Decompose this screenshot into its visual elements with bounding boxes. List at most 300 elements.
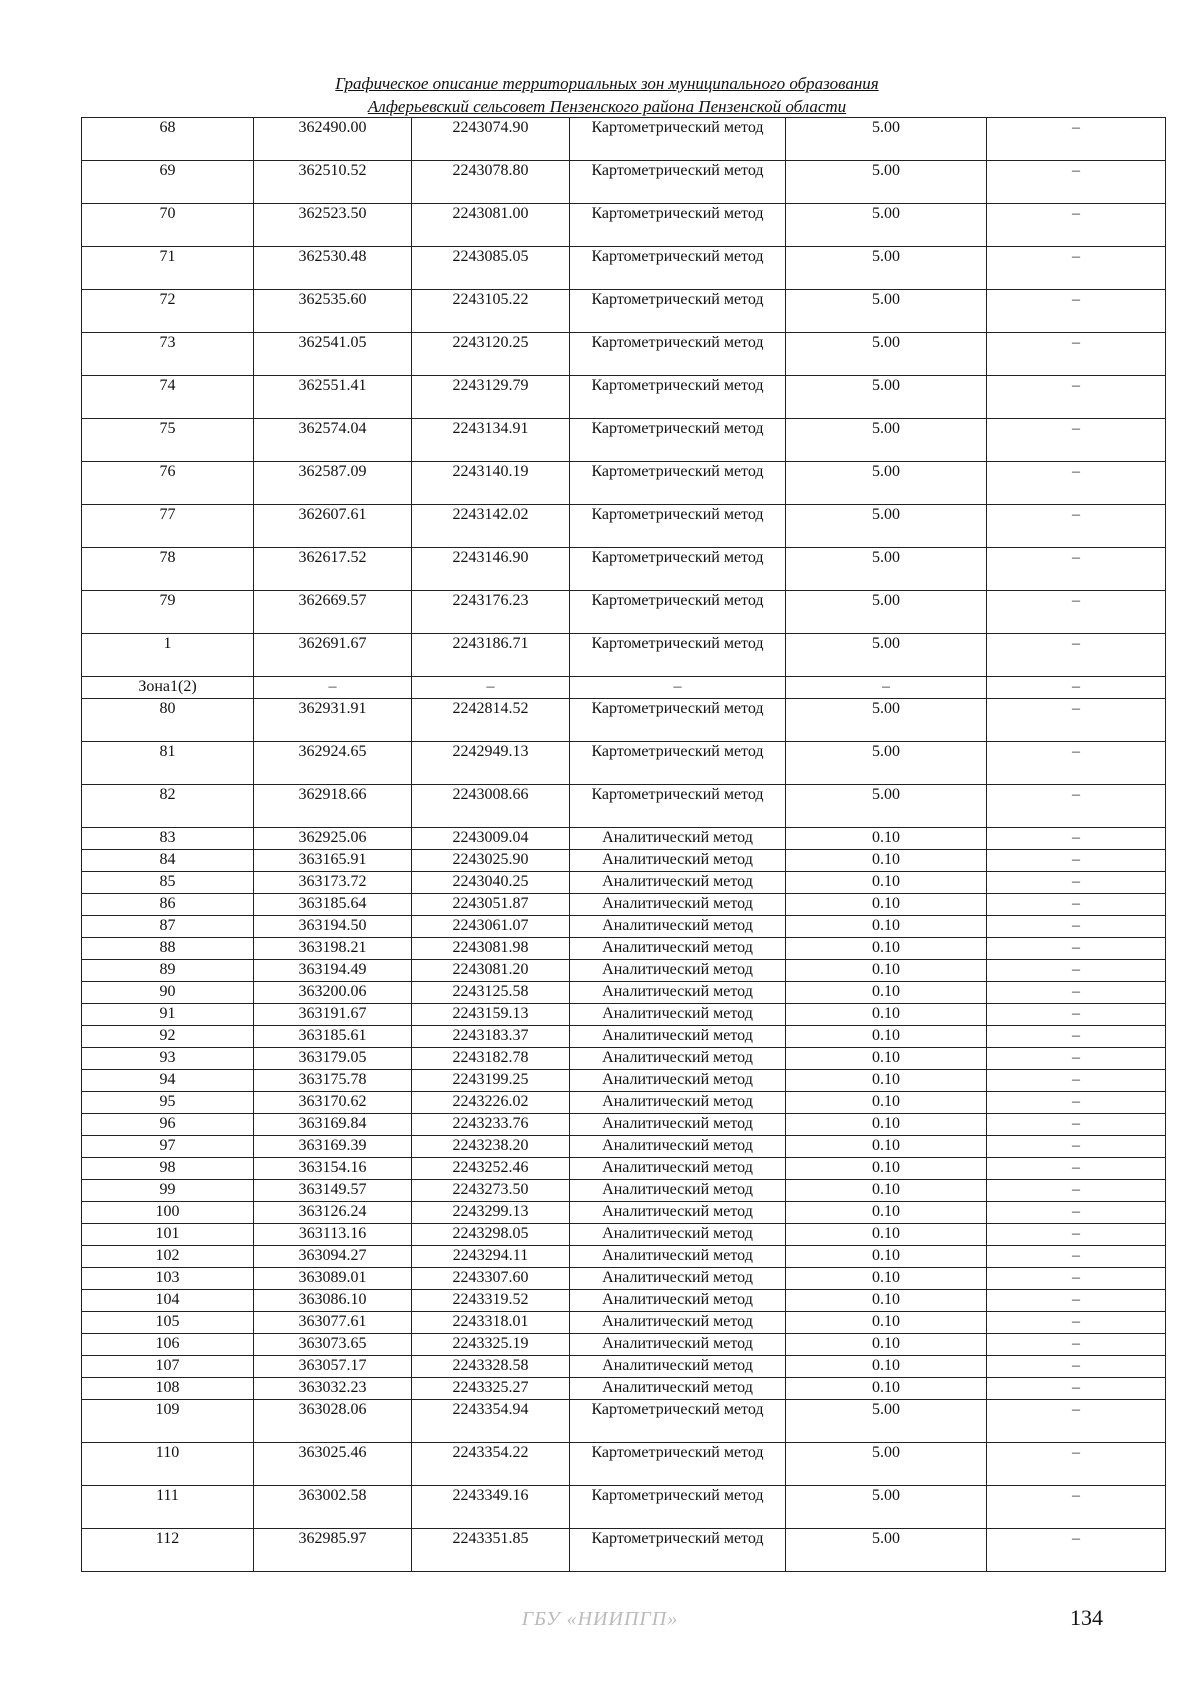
- y-coordinate-cell: 2243134.91: [412, 419, 570, 462]
- method-cell: Аналитический метод: [570, 1290, 786, 1312]
- description-cell: –: [987, 1378, 1166, 1400]
- y-coordinate-cell: 2243081.98: [412, 938, 570, 960]
- description-cell: –: [987, 1268, 1166, 1290]
- x-coordinate-cell: 362617.52: [254, 548, 412, 591]
- table-row: [82, 1004, 1166, 1026]
- y-coordinate-cell: 2243105.22: [412, 290, 570, 333]
- method-cell: Картометрический метод: [570, 785, 786, 828]
- x-coordinate-cell: 362574.04: [254, 419, 412, 462]
- method-cell: Картометрический метод: [570, 247, 786, 290]
- x-coordinate-cell: 363198.21: [254, 938, 412, 960]
- description-cell: –: [987, 1312, 1166, 1334]
- description-cell: –: [987, 548, 1166, 591]
- y-coordinate-cell: 2243299.13: [412, 1202, 570, 1224]
- method-cell: Картометрический метод: [570, 204, 786, 247]
- accuracy-cell: 5.00: [786, 591, 987, 634]
- description-cell: –: [987, 1356, 1166, 1378]
- description-cell: –: [987, 1443, 1166, 1486]
- y-coordinate-cell: 2243081.20: [412, 960, 570, 982]
- accuracy-cell: 5.00: [786, 548, 987, 591]
- method-cell: Аналитический метод: [570, 1356, 786, 1378]
- y-coordinate-cell: 2243325.19: [412, 1334, 570, 1356]
- point-number-cell: 83: [82, 828, 254, 850]
- description-cell: –: [987, 699, 1166, 742]
- accuracy-cell: 5.00: [786, 376, 987, 419]
- zone-separator-row: [82, 677, 1166, 699]
- point-number-cell: 81: [82, 742, 254, 785]
- method-cell: Картометрический метод: [570, 591, 786, 634]
- accuracy-cell: 0.10: [786, 1048, 987, 1070]
- description-cell: –: [987, 677, 1166, 699]
- table-row: [82, 1290, 1166, 1312]
- accuracy-cell: 0.10: [786, 828, 987, 850]
- x-coordinate-cell: 362530.48: [254, 247, 412, 290]
- x-coordinate-cell: 363173.72: [254, 872, 412, 894]
- method-cell: Аналитический метод: [570, 916, 786, 938]
- point-number-cell: 92: [82, 1026, 254, 1048]
- x-coordinate-cell: 362918.66: [254, 785, 412, 828]
- description-cell: –: [987, 1158, 1166, 1180]
- x-coordinate-cell: 363113.16: [254, 1224, 412, 1246]
- method-cell: Аналитический метод: [570, 1202, 786, 1224]
- method-cell: Аналитический метод: [570, 1268, 786, 1290]
- table-row: [82, 1486, 1166, 1529]
- point-number-cell: 76: [82, 462, 254, 505]
- x-coordinate-cell: 363200.06: [254, 982, 412, 1004]
- table-row: [82, 785, 1166, 828]
- y-coordinate-cell: 2243183.37: [412, 1026, 570, 1048]
- accuracy-cell: 0.10: [786, 1202, 987, 1224]
- x-coordinate-cell: 363025.46: [254, 1443, 412, 1486]
- accuracy-cell: 5.00: [786, 1400, 987, 1443]
- point-number-cell: 70: [82, 204, 254, 247]
- accuracy-cell: 5.00: [786, 1529, 987, 1572]
- y-coordinate-cell: 2243081.00: [412, 204, 570, 247]
- method-cell: Аналитический метод: [570, 1048, 786, 1070]
- description-cell: –: [987, 419, 1166, 462]
- method-cell: Картометрический метод: [570, 699, 786, 742]
- description-cell: –: [987, 1246, 1166, 1268]
- y-coordinate-cell: 2243125.58: [412, 982, 570, 1004]
- accuracy-cell: 0.10: [786, 938, 987, 960]
- x-coordinate-cell: 363191.67: [254, 1004, 412, 1026]
- x-coordinate-cell: 363057.17: [254, 1356, 412, 1378]
- x-coordinate-cell: 362607.61: [254, 505, 412, 548]
- y-coordinate-cell: 2243176.23: [412, 591, 570, 634]
- y-coordinate-cell: 2243354.22: [412, 1443, 570, 1486]
- table-row: [82, 1224, 1166, 1246]
- description-cell: –: [987, 1136, 1166, 1158]
- point-number-cell: 85: [82, 872, 254, 894]
- table-row: [82, 982, 1166, 1004]
- point-number-cell: Зона1(2): [82, 677, 254, 699]
- point-number-cell: 84: [82, 850, 254, 872]
- accuracy-cell: 0.10: [786, 1136, 987, 1158]
- table-row: [82, 1048, 1166, 1070]
- point-number-cell: 98: [82, 1158, 254, 1180]
- description-cell: –: [987, 333, 1166, 376]
- point-number-cell: 82: [82, 785, 254, 828]
- method-cell: –: [570, 677, 786, 699]
- description-cell: –: [987, 1400, 1166, 1443]
- x-coordinate-cell: 362490.00: [254, 118, 412, 161]
- point-number-cell: 73: [82, 333, 254, 376]
- method-cell: Аналитический метод: [570, 1378, 786, 1400]
- accuracy-cell: 0.10: [786, 916, 987, 938]
- point-number-cell: 86: [82, 894, 254, 916]
- method-cell: Аналитический метод: [570, 850, 786, 872]
- y-coordinate-cell: 2243142.02: [412, 505, 570, 548]
- y-coordinate-cell: 2243298.05: [412, 1224, 570, 1246]
- table-row: [82, 960, 1166, 982]
- y-coordinate-cell: 2243182.78: [412, 1048, 570, 1070]
- accuracy-cell: 5.00: [786, 290, 987, 333]
- y-coordinate-cell: 2243319.52: [412, 1290, 570, 1312]
- accuracy-cell: 0.10: [786, 872, 987, 894]
- point-number-cell: 71: [82, 247, 254, 290]
- footer-organization: ГБУ «НИИПГП»: [521, 1608, 679, 1630]
- point-number-cell: 101: [82, 1224, 254, 1246]
- point-number-cell: 104: [82, 1290, 254, 1312]
- point-number-cell: 69: [82, 161, 254, 204]
- method-cell: Аналитический метод: [570, 938, 786, 960]
- point-number-cell: 79: [82, 591, 254, 634]
- x-coordinate-cell: 362551.41: [254, 376, 412, 419]
- accuracy-cell: 0.10: [786, 960, 987, 982]
- method-cell: Картометрический метод: [570, 419, 786, 462]
- accuracy-cell: 5.00: [786, 118, 987, 161]
- point-number-cell: 96: [82, 1114, 254, 1136]
- x-coordinate-cell: 362541.05: [254, 333, 412, 376]
- description-cell: –: [987, 247, 1166, 290]
- point-number-cell: 110: [82, 1443, 254, 1486]
- point-number-cell: 97: [82, 1136, 254, 1158]
- accuracy-cell: 0.10: [786, 1026, 987, 1048]
- y-coordinate-cell: 2243307.60: [412, 1268, 570, 1290]
- method-cell: Аналитический метод: [570, 1070, 786, 1092]
- accuracy-cell: 0.10: [786, 1004, 987, 1026]
- x-coordinate-cell: 363086.10: [254, 1290, 412, 1312]
- table-row: [82, 894, 1166, 916]
- x-coordinate-cell: 363077.61: [254, 1312, 412, 1334]
- y-coordinate-cell: 2243199.25: [412, 1070, 570, 1092]
- point-number-cell: 90: [82, 982, 254, 1004]
- document-title-line-2: Алферьевский сельсовет Пензенского района Пензенской области: [367, 97, 847, 116]
- table-row: [82, 1136, 1166, 1158]
- x-coordinate-cell: 363154.16: [254, 1158, 412, 1180]
- accuracy-cell: 0.10: [786, 1312, 987, 1334]
- y-coordinate-cell: 2243129.79: [412, 376, 570, 419]
- point-number-cell: 105: [82, 1312, 254, 1334]
- description-cell: –: [987, 161, 1166, 204]
- table-row: [82, 916, 1166, 938]
- x-coordinate-cell: 362925.06: [254, 828, 412, 850]
- table-row: [82, 1312, 1166, 1334]
- point-number-cell: 106: [82, 1334, 254, 1356]
- point-number-cell: 108: [82, 1378, 254, 1400]
- accuracy-cell: 0.10: [786, 1224, 987, 1246]
- table-row: [82, 333, 1166, 376]
- y-coordinate-cell: –: [412, 677, 570, 699]
- description-cell: –: [987, 1529, 1166, 1572]
- y-coordinate-cell: 2243226.02: [412, 1092, 570, 1114]
- y-coordinate-cell: 2242949.13: [412, 742, 570, 785]
- y-coordinate-cell: 2243074.90: [412, 118, 570, 161]
- accuracy-cell: 0.10: [786, 1378, 987, 1400]
- point-number-cell: 91: [82, 1004, 254, 1026]
- table-row: [82, 161, 1166, 204]
- point-number-cell: 111: [82, 1486, 254, 1529]
- accuracy-cell: 0.10: [786, 1092, 987, 1114]
- method-cell: Аналитический метод: [570, 1312, 786, 1334]
- point-number-cell: 72: [82, 290, 254, 333]
- method-cell: Картометрический метод: [570, 118, 786, 161]
- accuracy-cell: 0.10: [786, 1114, 987, 1136]
- accuracy-cell: 5.00: [786, 333, 987, 376]
- table-row: [82, 290, 1166, 333]
- description-cell: –: [987, 850, 1166, 872]
- point-number-cell: 103: [82, 1268, 254, 1290]
- table-row: [82, 1158, 1166, 1180]
- x-coordinate-cell: 362924.65: [254, 742, 412, 785]
- method-cell: Картометрический метод: [570, 505, 786, 548]
- method-cell: Аналитический метод: [570, 960, 786, 982]
- method-cell: Картометрический метод: [570, 376, 786, 419]
- description-cell: –: [987, 462, 1166, 505]
- description-cell: –: [987, 1026, 1166, 1048]
- y-coordinate-cell: 2243140.19: [412, 462, 570, 505]
- accuracy-cell: 5.00: [786, 785, 987, 828]
- table-row: [82, 505, 1166, 548]
- description-cell: –: [987, 916, 1166, 938]
- page-number: 134: [1070, 1605, 1103, 1630]
- description-cell: –: [987, 1180, 1166, 1202]
- point-number-cell: 74: [82, 376, 254, 419]
- y-coordinate-cell: 2243349.16: [412, 1486, 570, 1529]
- x-coordinate-cell: 362669.57: [254, 591, 412, 634]
- description-cell: –: [987, 591, 1166, 634]
- y-coordinate-cell: 2243351.85: [412, 1529, 570, 1572]
- y-coordinate-cell: 2243146.90: [412, 548, 570, 591]
- description-cell: –: [987, 938, 1166, 960]
- method-cell: Аналитический метод: [570, 1136, 786, 1158]
- point-number-cell: 77: [82, 505, 254, 548]
- y-coordinate-cell: 2243252.46: [412, 1158, 570, 1180]
- x-coordinate-cell: 362587.09: [254, 462, 412, 505]
- x-coordinate-cell: –: [254, 677, 412, 699]
- method-cell: Аналитический метод: [570, 1026, 786, 1048]
- y-coordinate-cell: 2243120.25: [412, 333, 570, 376]
- table-row: [82, 1114, 1166, 1136]
- description-cell: –: [987, 505, 1166, 548]
- table-row: [82, 634, 1166, 677]
- point-number-cell: 93: [82, 1048, 254, 1070]
- description-cell: –: [987, 1334, 1166, 1356]
- point-number-cell: 89: [82, 960, 254, 982]
- method-cell: Картометрический метод: [570, 290, 786, 333]
- method-cell: Картометрический метод: [570, 462, 786, 505]
- accuracy-cell: 5.00: [786, 699, 987, 742]
- point-number-cell: 1: [82, 634, 254, 677]
- x-coordinate-cell: 363002.58: [254, 1486, 412, 1529]
- accuracy-cell: 5.00: [786, 1486, 987, 1529]
- table-row: [82, 699, 1166, 742]
- point-number-cell: 75: [82, 419, 254, 462]
- table-row: [82, 828, 1166, 850]
- x-coordinate-cell: 363194.49: [254, 960, 412, 982]
- y-coordinate-cell: 2243328.58: [412, 1356, 570, 1378]
- x-coordinate-cell: 363149.57: [254, 1180, 412, 1202]
- method-cell: Аналитический метод: [570, 872, 786, 894]
- description-cell: –: [987, 1048, 1166, 1070]
- method-cell: Картометрический метод: [570, 548, 786, 591]
- y-coordinate-cell: 2243318.01: [412, 1312, 570, 1334]
- method-cell: Картометрический метод: [570, 1529, 786, 1572]
- y-coordinate-cell: 2243325.27: [412, 1378, 570, 1400]
- method-cell: Аналитический метод: [570, 894, 786, 916]
- x-coordinate-cell: 362510.52: [254, 161, 412, 204]
- description-cell: –: [987, 982, 1166, 1004]
- accuracy-cell: 5.00: [786, 1443, 987, 1486]
- accuracy-cell: 0.10: [786, 850, 987, 872]
- point-number-cell: 87: [82, 916, 254, 938]
- x-coordinate-cell: 363170.62: [254, 1092, 412, 1114]
- table-row: [82, 1356, 1166, 1378]
- description-cell: –: [987, 785, 1166, 828]
- y-coordinate-cell: 2243233.76: [412, 1114, 570, 1136]
- point-number-cell: 102: [82, 1246, 254, 1268]
- accuracy-cell: 0.10: [786, 1268, 987, 1290]
- description-cell: –: [987, 1114, 1166, 1136]
- accuracy-cell: 0.10: [786, 1246, 987, 1268]
- x-coordinate-cell: 362523.50: [254, 204, 412, 247]
- description-cell: –: [987, 1202, 1166, 1224]
- description-cell: –: [987, 1004, 1166, 1026]
- x-coordinate-cell: 363185.61: [254, 1026, 412, 1048]
- description-cell: –: [987, 204, 1166, 247]
- table-row: [82, 118, 1166, 161]
- method-cell: Аналитический метод: [570, 982, 786, 1004]
- y-coordinate-cell: 2243354.94: [412, 1400, 570, 1443]
- description-cell: –: [987, 1290, 1166, 1312]
- x-coordinate-cell: 363194.50: [254, 916, 412, 938]
- table-row: [82, 1092, 1166, 1114]
- y-coordinate-cell: 2243294.11: [412, 1246, 570, 1268]
- description-cell: –: [987, 290, 1166, 333]
- y-coordinate-cell: 2243238.20: [412, 1136, 570, 1158]
- method-cell: Картометрический метод: [570, 742, 786, 785]
- method-cell: Аналитический метод: [570, 1180, 786, 1202]
- accuracy-cell: 0.10: [786, 1180, 987, 1202]
- x-coordinate-cell: 363028.06: [254, 1400, 412, 1443]
- method-cell: Картометрический метод: [570, 333, 786, 376]
- method-cell: Аналитический метод: [570, 828, 786, 850]
- description-cell: –: [987, 960, 1166, 982]
- accuracy-cell: 5.00: [786, 161, 987, 204]
- table-row: [82, 1202, 1166, 1224]
- y-coordinate-cell: 2243051.87: [412, 894, 570, 916]
- x-coordinate-cell: 362985.97: [254, 1529, 412, 1572]
- x-coordinate-cell: 362535.60: [254, 290, 412, 333]
- method-cell: Аналитический метод: [570, 1004, 786, 1026]
- y-coordinate-cell: 2243078.80: [412, 161, 570, 204]
- accuracy-cell: 0.10: [786, 1334, 987, 1356]
- accuracy-cell: 0.10: [786, 1070, 987, 1092]
- x-coordinate-cell: 363179.05: [254, 1048, 412, 1070]
- accuracy-cell: –: [786, 677, 987, 699]
- table-row: [82, 1443, 1166, 1486]
- table-row: [82, 1180, 1166, 1202]
- x-coordinate-cell: 363073.65: [254, 1334, 412, 1356]
- table-row: [82, 938, 1166, 960]
- method-cell: Аналитический метод: [570, 1114, 786, 1136]
- accuracy-cell: 5.00: [786, 742, 987, 785]
- accuracy-cell: 5.00: [786, 462, 987, 505]
- y-coordinate-cell: 2243025.90: [412, 850, 570, 872]
- point-number-cell: 109: [82, 1400, 254, 1443]
- accuracy-cell: 5.00: [786, 634, 987, 677]
- description-cell: –: [987, 828, 1166, 850]
- accuracy-cell: 0.10: [786, 1356, 987, 1378]
- accuracy-cell: 0.10: [786, 982, 987, 1004]
- table-row: [82, 1334, 1166, 1356]
- x-coordinate-cell: 363032.23: [254, 1378, 412, 1400]
- point-number-cell: 112: [82, 1529, 254, 1572]
- table-row: [82, 1268, 1166, 1290]
- point-number-cell: 88: [82, 938, 254, 960]
- table-row: [82, 1378, 1166, 1400]
- description-cell: –: [987, 634, 1166, 677]
- y-coordinate-cell: 2243008.66: [412, 785, 570, 828]
- method-cell: Картометрический метод: [570, 161, 786, 204]
- point-number-cell: 68: [82, 118, 254, 161]
- description-cell: –: [987, 118, 1166, 161]
- y-coordinate-cell: 2243040.25: [412, 872, 570, 894]
- point-number-cell: 99: [82, 1180, 254, 1202]
- x-coordinate-cell: 363089.01: [254, 1268, 412, 1290]
- point-number-cell: 100: [82, 1202, 254, 1224]
- table-row: [82, 872, 1166, 894]
- x-coordinate-cell: 363169.84: [254, 1114, 412, 1136]
- method-cell: Аналитический метод: [570, 1092, 786, 1114]
- method-cell: Аналитический метод: [570, 1246, 786, 1268]
- method-cell: Аналитический метод: [570, 1334, 786, 1356]
- point-number-cell: 107: [82, 1356, 254, 1378]
- method-cell: Картометрический метод: [570, 1400, 786, 1443]
- description-cell: –: [987, 1486, 1166, 1529]
- accuracy-cell: 5.00: [786, 247, 987, 290]
- point-number-cell: 95: [82, 1092, 254, 1114]
- description-cell: –: [987, 742, 1166, 785]
- table-row: [82, 419, 1166, 462]
- method-cell: Картометрический метод: [570, 634, 786, 677]
- description-cell: –: [987, 1070, 1166, 1092]
- description-cell: –: [987, 872, 1166, 894]
- method-cell: Картометрический метод: [570, 1443, 786, 1486]
- table-row: [82, 247, 1166, 290]
- x-coordinate-cell: 362931.91: [254, 699, 412, 742]
- x-coordinate-cell: 363169.39: [254, 1136, 412, 1158]
- description-cell: –: [987, 1092, 1166, 1114]
- x-coordinate-cell: 363126.24: [254, 1202, 412, 1224]
- document-title-line-1: Графическое описание территориальных зон муниципального образования: [335, 74, 879, 93]
- table-row: [82, 204, 1166, 247]
- table-row: [82, 1246, 1166, 1268]
- accuracy-cell: 5.00: [786, 204, 987, 247]
- description-cell: –: [987, 376, 1166, 419]
- table-row: [82, 548, 1166, 591]
- y-coordinate-cell: 2243273.50: [412, 1180, 570, 1202]
